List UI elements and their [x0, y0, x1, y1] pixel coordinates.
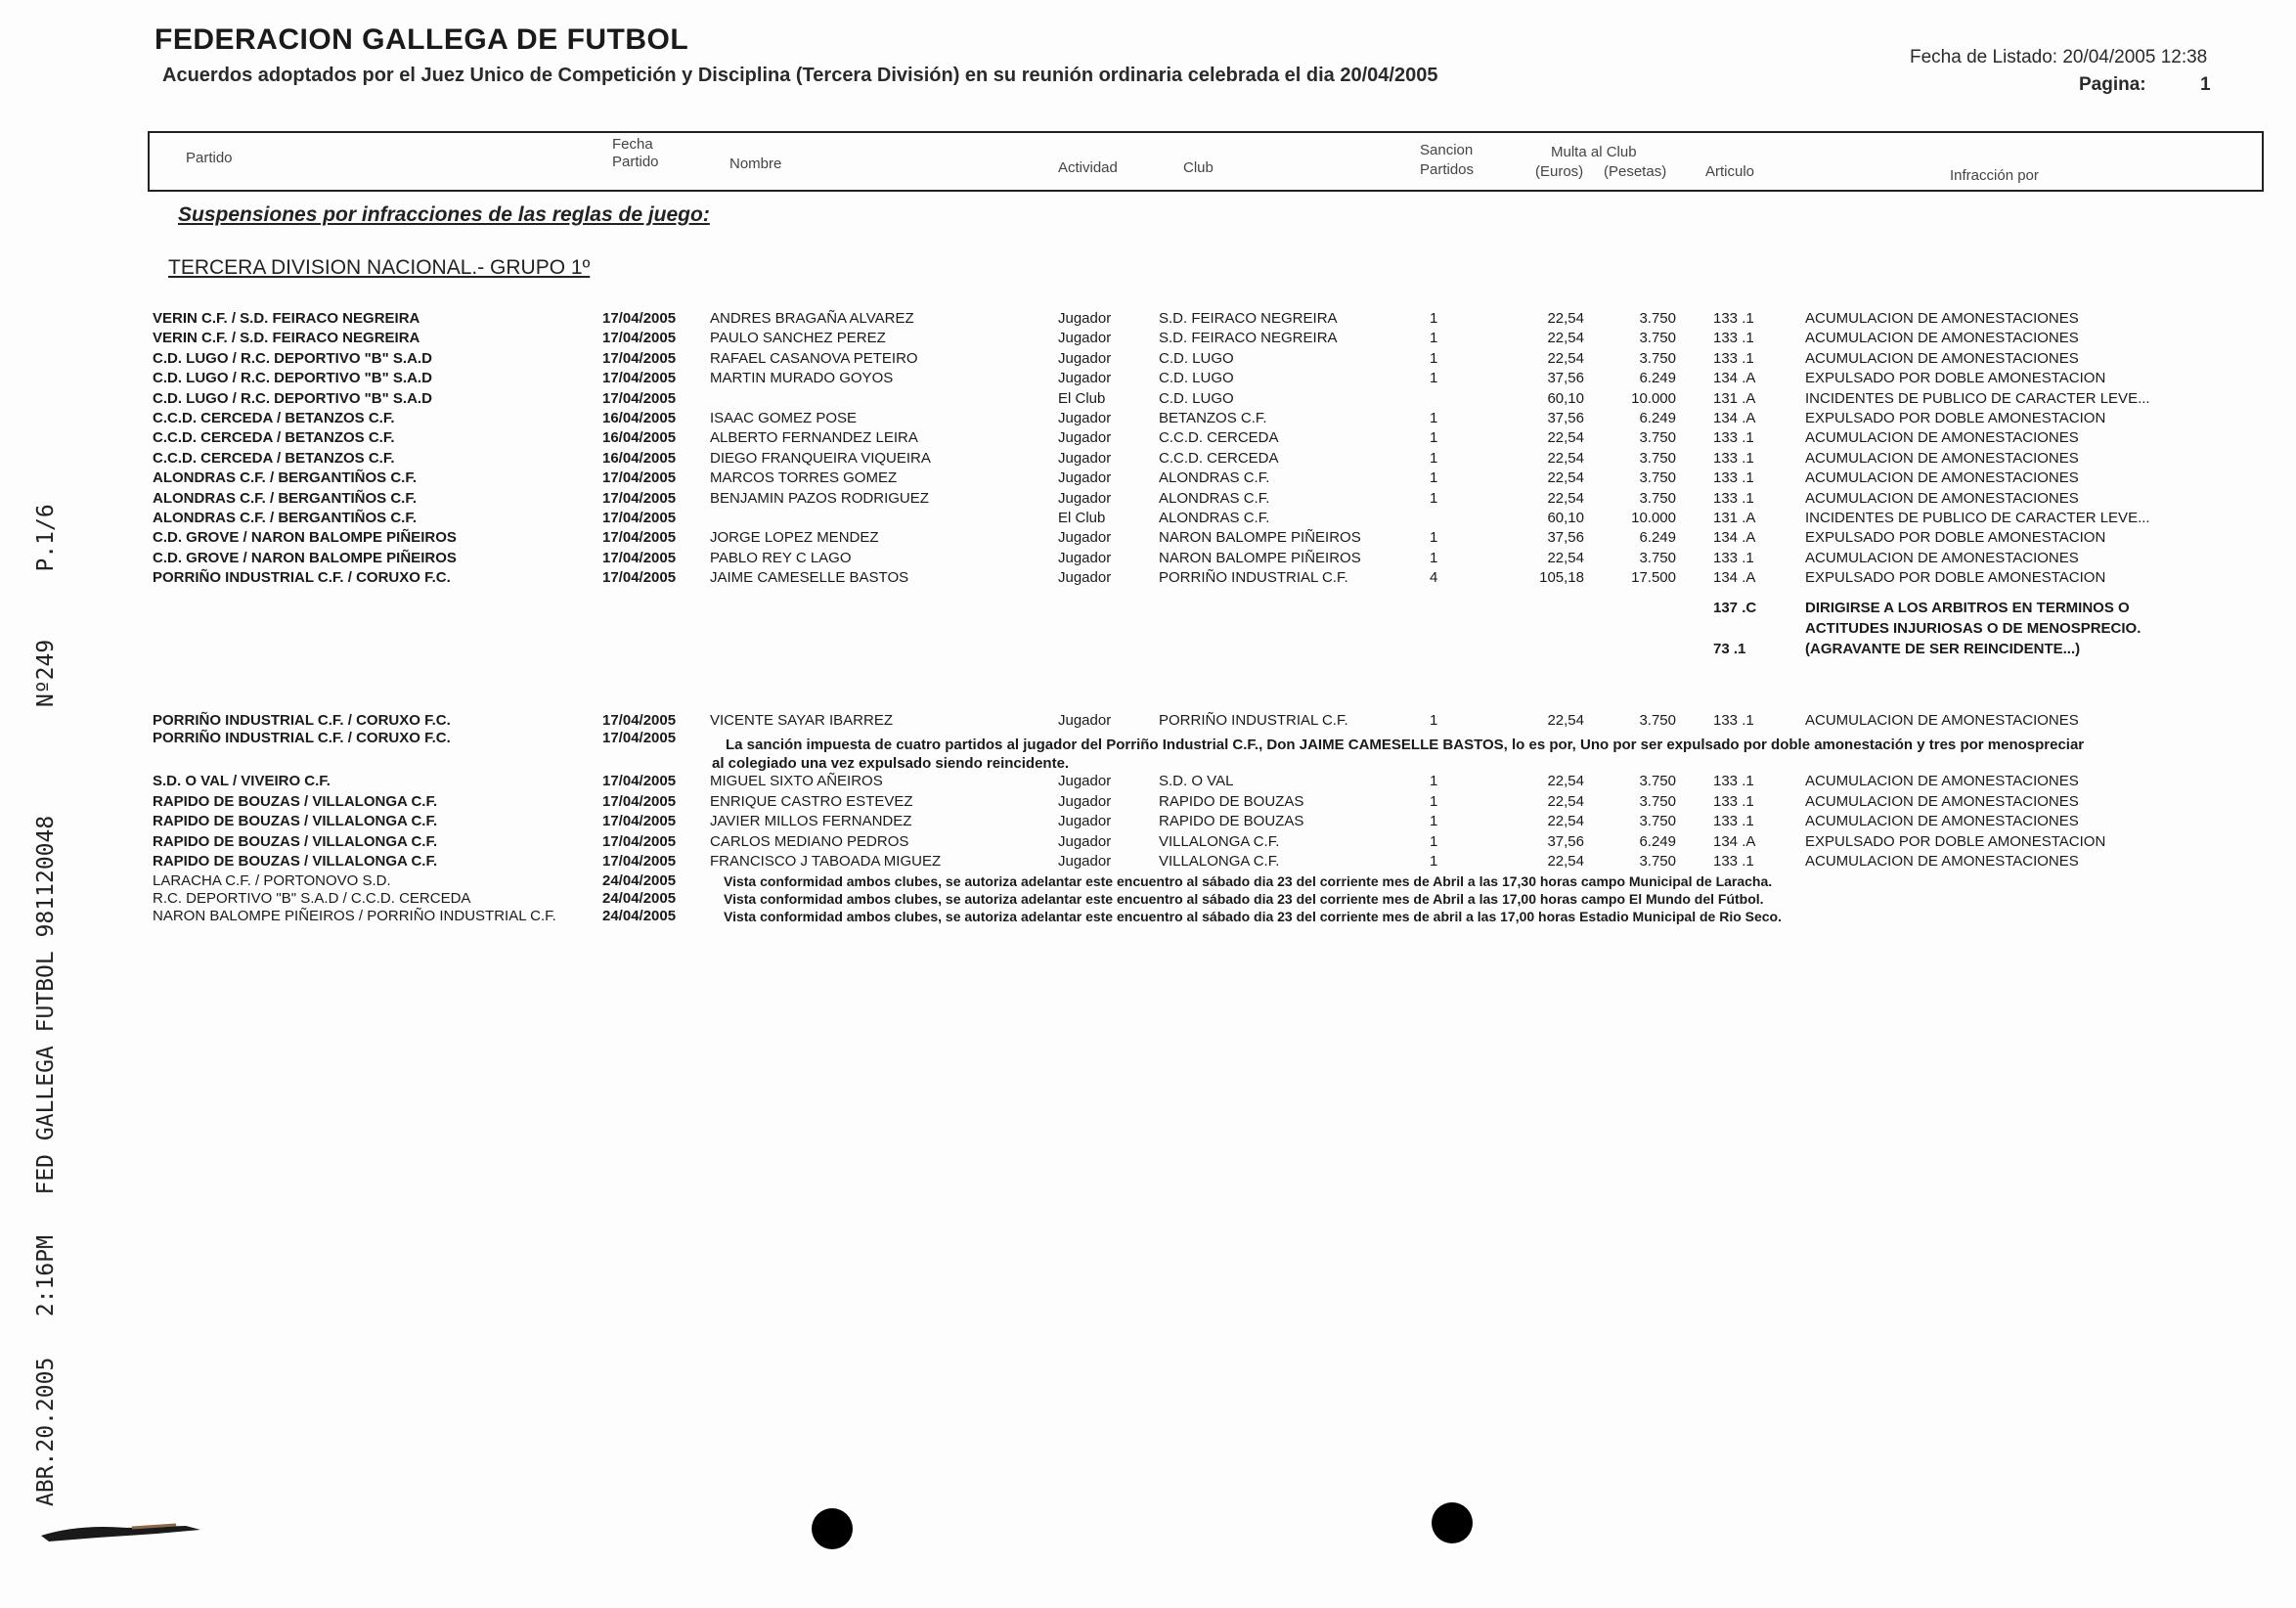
col-sancion-2: Partidos: [1420, 161, 1475, 178]
cell-partido: LARACHA C.F. / PORTONOVO S.D.: [153, 872, 391, 889]
cell-actividad: Jugador: [1058, 370, 1112, 387]
cell-club: C.C.D. CERCEDA: [1159, 429, 1279, 447]
cell-pesetas: 3.750: [1639, 489, 1676, 507]
cell-infraccion: ACUMULACION DE AMONESTACIONES: [1805, 310, 2079, 327]
cell-partido: ALONDRAS C.F. / BERGANTIÑOS C.F.: [153, 489, 418, 507]
punch-hole-right: [1432, 1502, 1473, 1543]
table-row: [0, 711, 2296, 731]
cell-euros: 37,56: [1547, 832, 1584, 850]
cell-articulo: 133 .1: [1713, 712, 1754, 729]
cell-articulo: 133 .1: [1713, 449, 1754, 467]
cell-fecha: 17/04/2005: [602, 569, 677, 587]
cell-euros: 22,54: [1547, 549, 1584, 566]
col-club: Club: [1183, 159, 1214, 176]
cell-articulo: 134 .A: [1713, 569, 1756, 587]
table-row: [0, 489, 2296, 509]
cell-fecha: 24/04/2005: [602, 890, 677, 907]
cell-actividad: Jugador: [1058, 853, 1112, 870]
organization-title: FEDERACION GALLEGA DE FUTBOL: [155, 23, 689, 56]
cell-infraccion: INCIDENTES DE PUBLICO DE CARACTER LEVE...: [1805, 389, 2150, 407]
cell-infraccion: DIRIGIRSE A LOS ARBITROS EN TERMINOS O: [1805, 600, 2130, 616]
cell-fecha: 17/04/2005: [602, 832, 677, 850]
cell-infraccion: ACUMULACION DE AMONESTACIONES: [1805, 349, 2079, 367]
schedule-row: [0, 871, 2296, 891]
cell-actividad: Jugador: [1058, 712, 1112, 729]
cell-fecha: 16/04/2005: [602, 410, 677, 426]
cell-pesetas: 3.750: [1639, 310, 1676, 327]
cell-articulo: 134 .A: [1713, 529, 1756, 547]
table-row: [0, 832, 2296, 852]
cell-sancion: 1: [1430, 429, 1438, 447]
cell-articulo: 131 .A: [1713, 389, 1756, 407]
cell-actividad: Jugador: [1058, 469, 1112, 487]
cell-nombre: ISAAC GOMEZ POSE: [710, 410, 858, 426]
cell-partido: C.D. LUGO / R.C. DEPORTIVO "B" S.A.D: [153, 370, 432, 387]
cell-nombre: BENJAMIN PAZOS RODRIGUEZ: [710, 489, 929, 507]
table-row: [0, 469, 2296, 488]
cell-club: ALONDRAS C.F.: [1159, 510, 1270, 526]
cell-partido: PORRIÑO INDUSTRIAL C.F. / CORUXO F.C.: [153, 569, 451, 587]
cell-partido: ALONDRAS C.F. / BERGANTIÑOS C.F.: [153, 510, 418, 526]
cell-fecha: 17/04/2005: [602, 549, 677, 566]
cell-partido: PORRIÑO INDUSTRIAL C.F. / CORUXO F.C.: [153, 730, 451, 746]
table-row: [0, 852, 2296, 871]
table-row: [0, 329, 2296, 348]
fax-header-strip: ABR.20.2005 2:16PM FED GALLEGA FUTBOL 981120048 Nº249 P.1/6: [33, 504, 59, 1506]
cell-articulo: 134 .A: [1713, 832, 1756, 850]
cell-club: ALONDRAS C.F.: [1159, 469, 1270, 487]
extra-line: [0, 640, 2296, 659]
cell-articulo: 73 .1: [1713, 641, 1746, 657]
cell-club: BETANZOS C.F.: [1159, 410, 1267, 426]
cell-infraccion: ACUMULACION DE AMONESTACIONES: [1805, 549, 2079, 566]
cell-nombre: JAVIER MILLOS FERNANDEZ: [710, 813, 912, 829]
cell-euros: 37,56: [1547, 410, 1584, 426]
extra-line: [0, 619, 2296, 639]
col-actividad: Actividad: [1058, 159, 1118, 176]
table-row: [0, 369, 2296, 388]
cell-fecha: 17/04/2005: [602, 310, 677, 327]
cell-actividad: Jugador: [1058, 489, 1112, 507]
cell-euros: 22,54: [1547, 853, 1584, 870]
cell-sancion: 1: [1430, 853, 1438, 870]
cell-actividad: Jugador: [1058, 813, 1112, 829]
cell-articulo: 133 .1: [1713, 813, 1754, 829]
cell-sancion: 4: [1430, 569, 1438, 587]
cell-fecha: 17/04/2005: [602, 330, 677, 347]
table-row: [0, 812, 2296, 831]
cell-euros: 37,56: [1547, 529, 1584, 547]
cell-pesetas: 3.750: [1639, 330, 1676, 347]
cell-euros: 22,54: [1547, 773, 1584, 789]
cell-pesetas: 10.000: [1631, 389, 1676, 407]
cell-pesetas: 3.750: [1639, 813, 1676, 829]
cell-fecha: 17/04/2005: [602, 349, 677, 367]
cell-fecha: 17/04/2005: [602, 529, 677, 547]
cell-infraccion: ACUMULACION DE AMONESTACIONES: [1805, 792, 2079, 810]
cell-fecha: 17/04/2005: [602, 853, 677, 870]
table-row: [0, 509, 2296, 528]
schedule-row: [0, 907, 2296, 926]
cell-euros: 60,10: [1547, 510, 1584, 526]
cell-pesetas: 3.750: [1639, 853, 1676, 870]
cell-articulo: 133 .1: [1713, 853, 1754, 870]
cell-infraccion: ACUMULACION DE AMONESTACIONES: [1805, 449, 2079, 467]
cell-fecha: 17/04/2005: [602, 370, 677, 387]
cell-partido: ALONDRAS C.F. / BERGANTIÑOS C.F.: [153, 469, 418, 487]
cell-infraccion: ACUMULACION DE AMONESTACIONES: [1805, 469, 2079, 487]
cell-sancion: 1: [1430, 529, 1438, 547]
col-fecha-2: Partido: [612, 154, 659, 170]
cell-sancion: 1: [1430, 370, 1438, 387]
cell-pesetas: 3.750: [1639, 792, 1676, 810]
table-row: [0, 389, 2296, 409]
note-line-2: al colegiado una vez expulsado siendo reincidente.: [712, 755, 1070, 772]
cell-nombre: MARCOS TORRES GOMEZ: [710, 469, 898, 487]
document-subtitle: Acuerdos adoptados por el Juez Unico de Competición y Disciplina (Tercera División) en su reunión ordinaria celebrada el dia 20/04/2005: [162, 65, 1438, 86]
cell-pesetas: 17.500: [1631, 569, 1676, 587]
cell-nombre: DIEGO FRANQUEIRA VIQUEIRA: [710, 449, 931, 467]
cell-actividad: Jugador: [1058, 429, 1112, 447]
cell-sancion: 1: [1430, 410, 1438, 426]
cell-pesetas: 6.249: [1639, 410, 1676, 426]
cell-euros: 22,54: [1547, 813, 1584, 829]
table-row: [0, 309, 2296, 329]
col-pesetas: (Pesetas): [1604, 163, 1667, 180]
page-number: 1: [2200, 74, 2211, 95]
ink-mark: [39, 1516, 205, 1545]
cell-euros: 60,10: [1547, 389, 1584, 407]
cell-articulo: 133 .1: [1713, 549, 1754, 566]
cell-infraccion: EXPULSADO POR DOBLE AMONESTACION: [1805, 832, 2106, 850]
cell-partido: RAPIDO DE BOUZAS / VILLALONGA C.F.: [153, 832, 438, 850]
cell-pesetas: 3.750: [1639, 549, 1676, 566]
cell-sancion: 1: [1430, 469, 1438, 487]
cell-actividad: El Club: [1058, 510, 1106, 526]
cell-actividad: Jugador: [1058, 529, 1112, 547]
cell-euros: 22,54: [1547, 449, 1584, 467]
cell-nombre: JORGE LOPEZ MENDEZ: [710, 529, 879, 547]
col-articulo: Articulo: [1705, 163, 1755, 180]
note-line-1: La sanción impuesta de cuatro partidos al jugador del Porriño Industrial C.F., Don JAIME CAMESELLE BASTOS, lo es por, Uno por ser expulsado por doble amonestación y tres por menospreciar: [726, 737, 2085, 753]
cell-actividad: Jugador: [1058, 330, 1112, 347]
cell-fecha: 16/04/2005: [602, 449, 677, 467]
cell-nombre: PAULO SANCHEZ PEREZ: [710, 330, 886, 347]
cell-club: S.D. FEIRACO NEGREIRA: [1159, 310, 1338, 327]
cell-actividad: Jugador: [1058, 449, 1112, 467]
cell-euros: 22,54: [1547, 712, 1584, 729]
cell-articulo: 133 .1: [1713, 469, 1754, 487]
cell-partido: C.C.D. CERCEDA / BETANZOS C.F.: [153, 449, 395, 467]
table-row: [0, 349, 2296, 369]
cell-pesetas: 6.249: [1639, 529, 1676, 547]
listing-date: Fecha de Listado: 20/04/2005 12:38: [1910, 47, 2208, 67]
cell-fecha: 17/04/2005: [602, 489, 677, 507]
cell-nombre: ENRIQUE CASTRO ESTEVEZ: [710, 792, 913, 810]
cell-articulo: 134 .A: [1713, 370, 1756, 387]
cell-infraccion: ACUMULACION DE AMONESTACIONES: [1805, 773, 2079, 789]
cell-partido: RAPIDO DE BOUZAS / VILLALONGA C.F.: [153, 853, 438, 870]
cell-fecha: 17/04/2005: [602, 792, 677, 810]
table-row: [0, 409, 2296, 428]
cell-infraccion: ACUMULACION DE AMONESTACIONES: [1805, 712, 2079, 729]
cell-fecha: 17/04/2005: [602, 510, 677, 526]
cell-partido: RAPIDO DE BOUZAS / VILLALONGA C.F.: [153, 792, 438, 810]
cell-club: NARON BALOMPE PIÑEIROS: [1159, 549, 1361, 566]
col-sancion-1: Sancion: [1420, 142, 1474, 158]
cell-euros: 22,54: [1547, 469, 1584, 487]
table-row: [0, 449, 2296, 469]
cell-euros: 37,56: [1547, 370, 1584, 387]
cell-actividad: Jugador: [1058, 792, 1112, 810]
cell-pesetas: 3.750: [1639, 349, 1676, 367]
cell-club: RAPIDO DE BOUZAS: [1159, 792, 1304, 810]
cell-partido: S.D. O VAL / VIVEIRO C.F.: [153, 773, 331, 789]
cell-fecha: 17/04/2005: [602, 389, 677, 407]
cell-sancion: 1: [1430, 489, 1438, 507]
cell-euros: 22,54: [1547, 429, 1584, 447]
cell-fecha: 16/04/2005: [602, 429, 677, 447]
cell-partido: C.D. LUGO / R.C. DEPORTIVO "B" S.A.D: [153, 349, 432, 367]
cell-sancion: 1: [1430, 792, 1438, 810]
cell-actividad: Jugador: [1058, 310, 1112, 327]
cell-sancion: 1: [1430, 330, 1438, 347]
col-partido: Partido: [186, 150, 233, 166]
cell-euros: 105,18: [1539, 569, 1584, 587]
cell-partido: C.C.D. CERCEDA / BETANZOS C.F.: [153, 410, 395, 426]
col-euros: (Euros): [1535, 163, 1584, 180]
cell-nombre: MIGUEL SIXTO AÑEIROS: [710, 773, 883, 789]
cell-club: VILLALONGA C.F.: [1159, 832, 1280, 850]
section-title: Suspensiones por infracciones de las reglas de juego:: [178, 203, 710, 226]
cell-actividad: Jugador: [1058, 832, 1112, 850]
cell-infraccion: EXPULSADO POR DOBLE AMONESTACION: [1805, 569, 2106, 587]
cell-fecha: 17/04/2005: [602, 469, 677, 487]
cell-actividad: Jugador: [1058, 773, 1112, 789]
cell-partido: RAPIDO DE BOUZAS / VILLALONGA C.F.: [153, 813, 438, 829]
cell-club: S.D. O VAL: [1159, 773, 1234, 789]
cell-articulo: 133 .1: [1713, 349, 1754, 367]
cell-articulo: 137 .C: [1713, 600, 1757, 616]
cell-fecha: 17/04/2005: [602, 773, 677, 789]
col-nombre: Nombre: [729, 156, 782, 172]
extra-line: [0, 599, 2296, 618]
cell-fecha: 17/04/2005: [602, 813, 677, 829]
cell-partido: C.D. GROVE / NARON BALOMPE PIÑEIROS: [153, 549, 457, 566]
cell-nombre: CARLOS MEDIANO PEDROS: [710, 832, 909, 850]
table-row: [0, 528, 2296, 548]
cell-nombre: PABLO REY C LAGO: [710, 549, 852, 566]
cell-partido: R.C. DEPORTIVO "B" S.A.D / C.C.D. CERCEDA: [153, 890, 471, 907]
cell-club: S.D. FEIRACO NEGREIRA: [1159, 330, 1338, 347]
cell-club: RAPIDO DE BOUZAS: [1159, 813, 1304, 829]
cell-infraccion: EXPULSADO POR DOBLE AMONESTACION: [1805, 370, 2106, 387]
cell-nombre: FRANCISCO J TABOADA MIGUEZ: [710, 853, 942, 870]
cell-club: ALONDRAS C.F.: [1159, 489, 1270, 507]
cell-texto: Vista conformidad ambos clubes, se autoriza adelantar este encuentro al sábado dia 23 del corriente mes de abril a las 17,00 horas Estadio Municipal de Rio Seco.: [724, 909, 1782, 924]
cell-sancion: 1: [1430, 310, 1438, 327]
cell-club: VILLALONGA C.F.: [1159, 853, 1280, 870]
cell-partido: C.D. GROVE / NARON BALOMPE PIÑEIROS: [153, 529, 457, 547]
cell-sancion: 1: [1430, 549, 1438, 566]
cell-euros: 22,54: [1547, 489, 1584, 507]
table-row: [0, 772, 2296, 791]
cell-actividad: El Club: [1058, 389, 1106, 407]
cell-texto: Vista conformidad ambos clubes, se autoriza adelantar este encuentro al sábado dia 23 del corriente mes de Abril a las 17,30 horas campo Municipal de Laracha.: [724, 873, 1773, 889]
cell-nombre: RAFAEL CASANOVA PETEIRO: [710, 349, 918, 367]
table-row: [0, 792, 2296, 812]
group-title: TERCERA DIVISION NACIONAL.- GRUPO 1º: [168, 256, 591, 279]
cell-pesetas: 10.000: [1631, 510, 1676, 526]
cell-club: NARON BALOMPE PIÑEIROS: [1159, 529, 1361, 547]
cell-partido: VERIN C.F. / S.D. FEIRACO NEGREIRA: [153, 330, 420, 347]
cell-fecha: 24/04/2005: [602, 872, 677, 889]
cell-actividad: Jugador: [1058, 410, 1112, 426]
cell-club: C.D. LUGO: [1159, 349, 1234, 367]
cell-articulo: 133 .1: [1713, 330, 1754, 347]
cell-partido: NARON BALOMPE PIÑEIROS / PORRIÑO INDUSTRIAL C.F.: [153, 908, 556, 924]
cell-articulo: 133 .1: [1713, 429, 1754, 447]
cell-nombre: JAIME CAMESELLE BASTOS: [710, 569, 909, 587]
col-fecha-1: Fecha: [612, 136, 653, 153]
cell-infraccion: ACUMULACION DE AMONESTACIONES: [1805, 813, 2079, 829]
cell-euros: 22,54: [1547, 349, 1584, 367]
cell-nombre: ALBERTO FERNANDEZ LEIRA: [710, 429, 918, 447]
cell-fecha: 17/04/2005: [602, 730, 677, 746]
cell-sancion: 1: [1430, 773, 1438, 789]
cell-articulo: 133 .1: [1713, 792, 1754, 810]
cell-infraccion: INCIDENTES DE PUBLICO DE CARACTER LEVE...: [1805, 510, 2150, 526]
cell-partido: C.D. LUGO / R.C. DEPORTIVO "B" S.A.D: [153, 389, 432, 407]
cell-fecha: 24/04/2005: [602, 908, 677, 924]
cell-nombre: ANDRES BRAGAÑA ALVAREZ: [710, 310, 914, 327]
cell-actividad: Jugador: [1058, 569, 1112, 587]
cell-infraccion: ACUMULACION DE AMONESTACIONES: [1805, 330, 2079, 347]
cell-infraccion: ACUMULACION DE AMONESTACIONES: [1805, 489, 2079, 507]
table-row: [0, 428, 2296, 448]
cell-pesetas: 3.750: [1639, 449, 1676, 467]
cell-actividad: Jugador: [1058, 549, 1112, 566]
cell-articulo: 131 .A: [1713, 510, 1756, 526]
cell-texto: Vista conformidad ambos clubes, se autoriza adelantar este encuentro al sábado dia 23 del corriente mes de Abril a las 17,00 horas campo El Mundo del Fútbol.: [724, 891, 1764, 907]
cell-articulo: 133 .1: [1713, 773, 1754, 789]
cell-articulo: 134 .A: [1713, 410, 1756, 426]
cell-euros: 22,54: [1547, 330, 1584, 347]
cell-infraccion: ACUMULACION DE AMONESTACIONES: [1805, 853, 2079, 870]
cell-partido: C.C.D. CERCEDA / BETANZOS C.F.: [153, 429, 395, 447]
cell-sancion: 1: [1430, 832, 1438, 850]
cell-euros: 22,54: [1547, 310, 1584, 327]
cell-pesetas: 3.750: [1639, 712, 1676, 729]
cell-partido: VERIN C.F. / S.D. FEIRACO NEGREIRA: [153, 310, 420, 327]
cell-euros: 22,54: [1547, 792, 1584, 810]
table-row: [0, 568, 2296, 588]
cell-pesetas: 6.249: [1639, 370, 1676, 387]
cell-partido: PORRIÑO INDUSTRIAL C.F. / CORUXO F.C.: [153, 712, 451, 729]
cell-articulo: 133 .1: [1713, 489, 1754, 507]
cell-infraccion: ACTITUDES INJURIOSAS O DE MENOSPRECIO.: [1805, 620, 2141, 637]
schedule-row: [0, 889, 2296, 909]
cell-club: PORRIÑO INDUSTRIAL C.F.: [1159, 569, 1348, 587]
cell-infraccion: EXPULSADO POR DOBLE AMONESTACION: [1805, 529, 2106, 547]
table-row: [0, 549, 2296, 568]
cell-articulo: 133 .1: [1713, 310, 1754, 327]
cell-pesetas: 3.750: [1639, 429, 1676, 447]
cell-pesetas: 6.249: [1639, 832, 1676, 850]
cell-sancion: 1: [1430, 813, 1438, 829]
cell-infraccion: (AGRAVANTE DE SER REINCIDENTE...): [1805, 641, 2081, 657]
cell-sancion: 1: [1430, 349, 1438, 367]
cell-infraccion: EXPULSADO POR DOBLE AMONESTACION: [1805, 410, 2106, 426]
cell-nombre: VICENTE SAYAR IBARREZ: [710, 712, 893, 729]
cell-club: C.D. LUGO: [1159, 370, 1234, 387]
cell-club: C.D. LUGO: [1159, 389, 1234, 407]
cell-pesetas: 3.750: [1639, 773, 1676, 789]
page-label: Pagina:: [2079, 74, 2146, 95]
cell-nombre: MARTIN MURADO GOYOS: [710, 370, 894, 387]
cell-actividad: Jugador: [1058, 349, 1112, 367]
cell-club: C.C.D. CERCEDA: [1159, 449, 1279, 467]
cell-fecha: 17/04/2005: [602, 712, 677, 729]
col-multa: Multa al Club: [1551, 144, 1637, 160]
col-infraccion: Infracción por: [1950, 167, 2039, 184]
cell-pesetas: 3.750: [1639, 469, 1676, 487]
cell-club: PORRIÑO INDUSTRIAL C.F.: [1159, 712, 1348, 729]
cell-sancion: 1: [1430, 712, 1438, 729]
cell-sancion: 1: [1430, 449, 1438, 467]
cell-infraccion: ACUMULACION DE AMONESTACIONES: [1805, 429, 2079, 447]
punch-hole-left: [812, 1508, 853, 1549]
